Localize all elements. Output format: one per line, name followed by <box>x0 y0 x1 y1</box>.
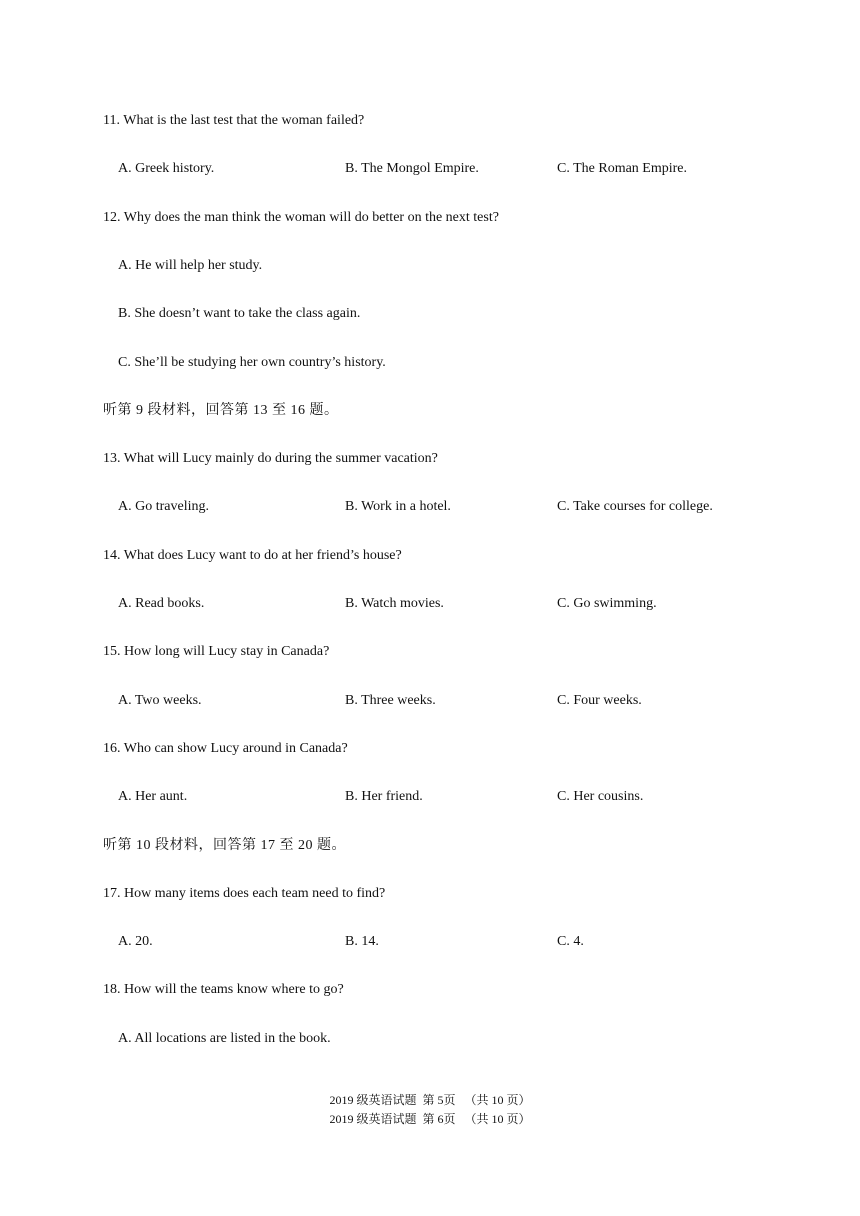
answer-option: B. She doesn’t want to take the class again. <box>118 306 361 321</box>
answer-option: C. She’ll be studying her own country’s history. <box>118 355 386 370</box>
section-instruction: 听第 10 段材料，回答第 17 至 20 题。 <box>103 838 346 853</box>
answer-option-c: C. Four weeks. <box>557 693 642 708</box>
answer-option-b: B. Watch movies. <box>345 596 444 611</box>
question-text: 11. What is the last test that the woman failed? <box>103 113 365 128</box>
answer-option-a: A. 20. <box>118 934 153 949</box>
question-text: 12. Why does the man think the woman will do better on the next test? <box>103 210 499 225</box>
answer-option-c: C. Go swimming. <box>557 596 657 611</box>
answer-option-a: A. Her aunt. <box>118 789 188 804</box>
answer-option: A. He will help her study. <box>118 258 263 273</box>
question-text: 18. How will the teams know where to go? <box>103 982 344 997</box>
page-footer-line-1: 2019 级英语试题 第 5页 （共 10 页） <box>329 1093 531 1107</box>
answer-option-b: B. Work in a hotel. <box>345 499 451 514</box>
question-text: 13. What will Lucy mainly do during the summer vacation? <box>103 451 438 466</box>
answer-option-a: A. Greek history. <box>118 161 215 176</box>
question-text: 15. How long will Lucy stay in Canada? <box>103 644 330 659</box>
answer-option-b: B. The Mongol Empire. <box>345 161 479 176</box>
question-text: 16. Who can show Lucy around in Canada? <box>103 741 348 756</box>
answer-option-c: C. 4. <box>557 934 584 949</box>
answer-option-c: C. Take courses for college. <box>557 499 713 514</box>
page-footer-line-2: 2019 级英语试题 第 6页 （共 10 页） <box>329 1112 531 1126</box>
answer-option-c: C. The Roman Empire. <box>557 161 687 176</box>
answer-option-b: B. Three weeks. <box>345 693 436 708</box>
answer-option-b: B. 14. <box>345 934 379 949</box>
answer-option-a: A. Read books. <box>118 596 205 611</box>
question-text: 14. What does Lucy want to do at her friend’s house? <box>103 548 402 563</box>
section-instruction: 听第 9 段材料，回答第 13 至 16 题。 <box>103 403 339 418</box>
question-text: 17. How many items does each team need to find? <box>103 886 386 901</box>
answer-option-c: C. Her cousins. <box>557 789 644 804</box>
answer-option-b: B. Her friend. <box>345 789 423 804</box>
answer-option-a: A. Go traveling. <box>118 499 209 514</box>
answer-option: A. All locations are listed in the book. <box>118 1031 331 1046</box>
answer-option-a: A. Two weeks. <box>118 693 202 708</box>
